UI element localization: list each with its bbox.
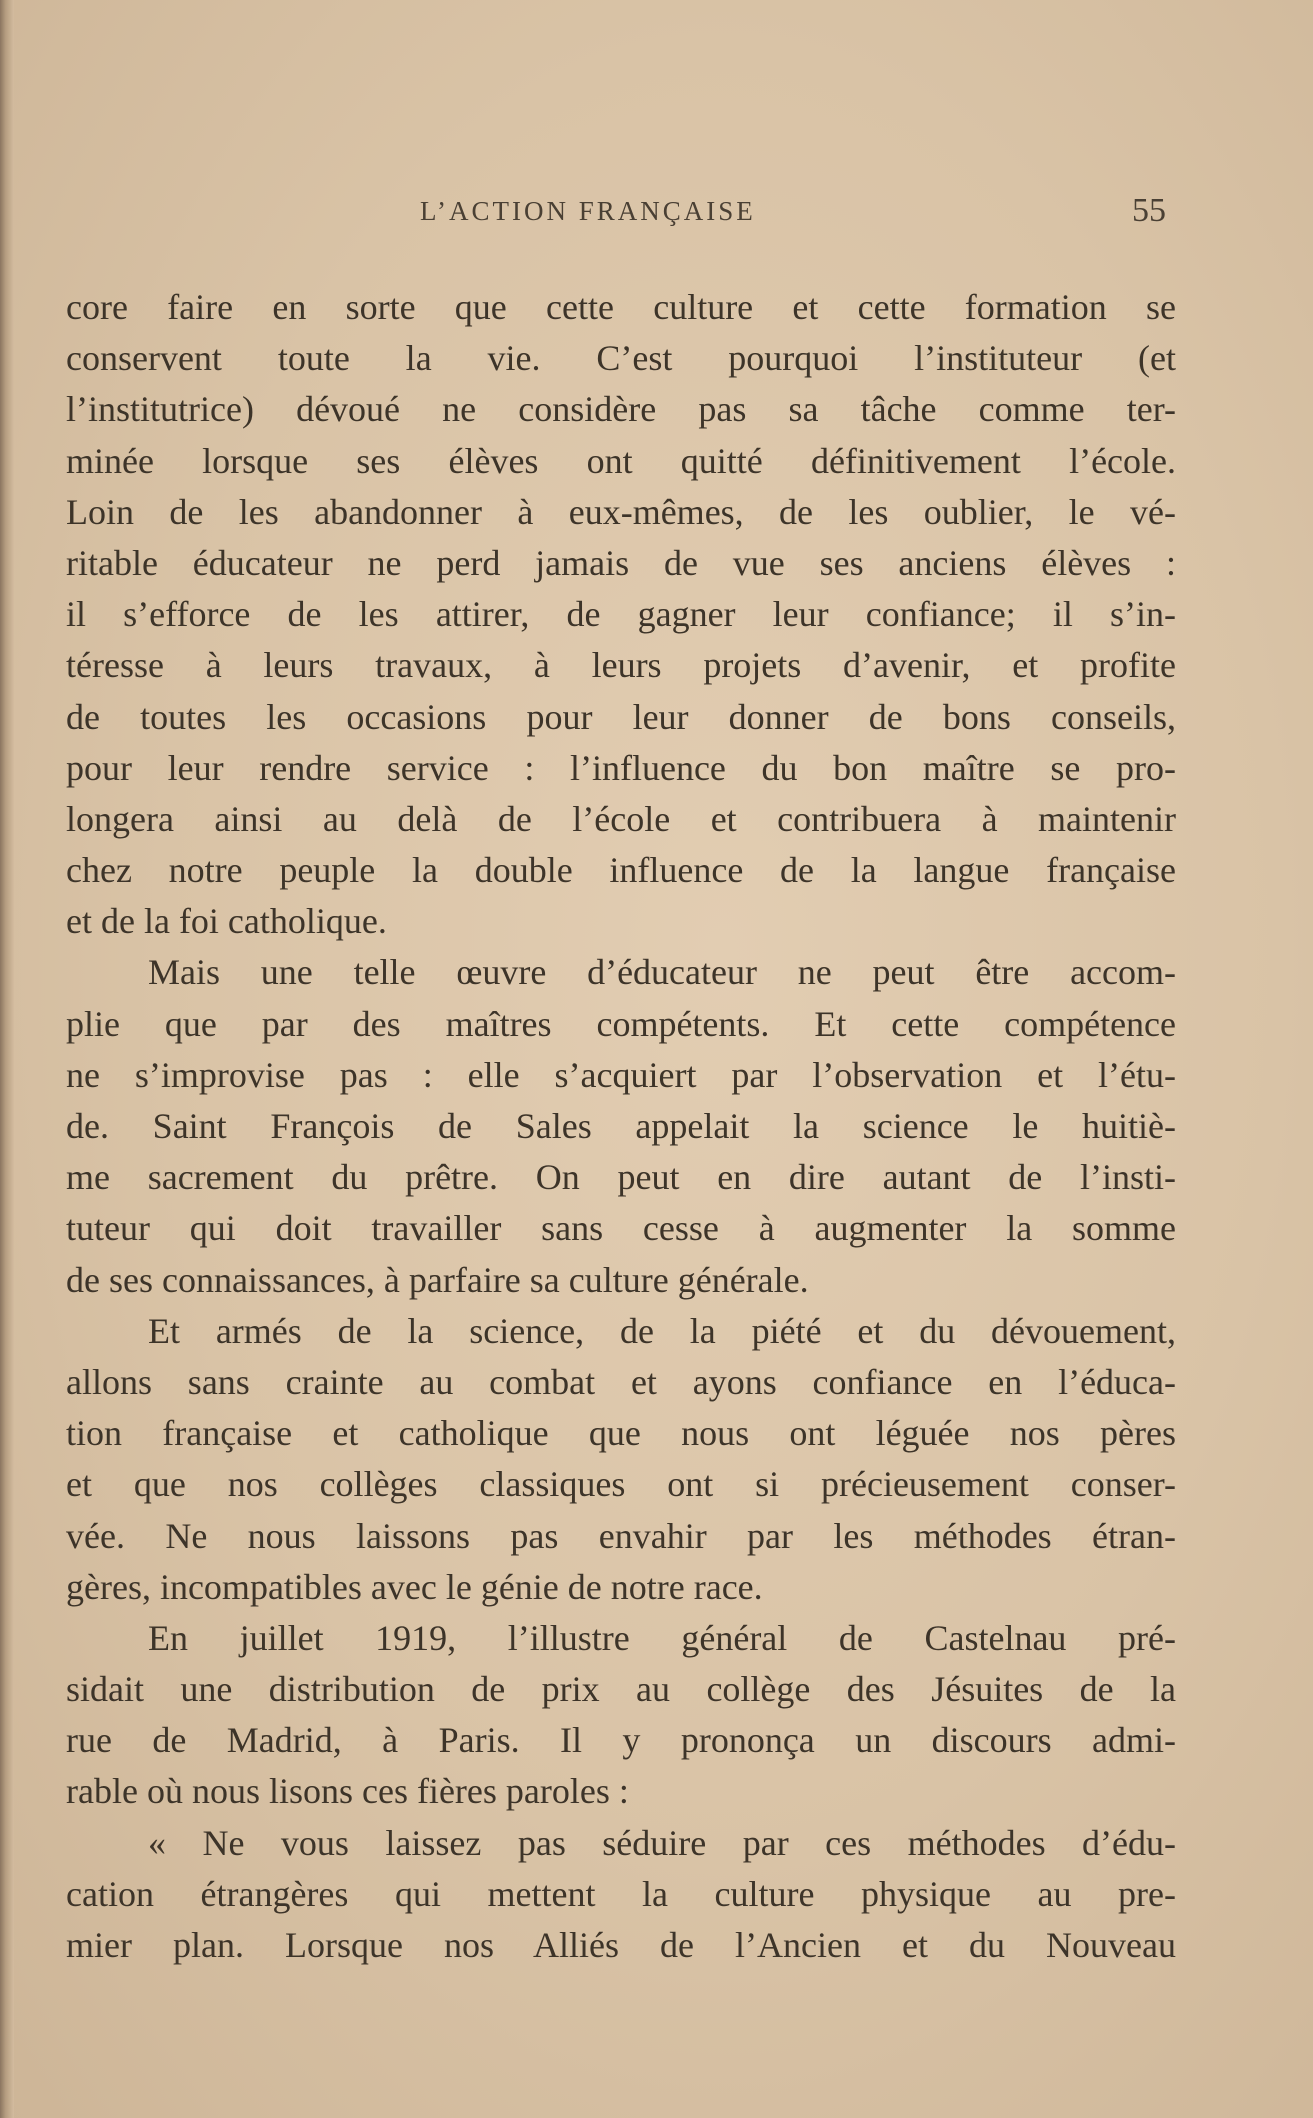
text-line: ritable éducateur ne perd jamais de vue ses anciens élèves : — [66, 542, 1176, 583]
text-line: chez notre peuple la double influence de la langue française — [66, 850, 1176, 891]
text-line: cation étrangères qui mettent la culture physique au pre- — [66, 1873, 1176, 1914]
text-line: « Ne vous laissez pas séduire par ces méthodes d’édu- — [148, 1822, 1176, 1863]
paragraph — [66, 282, 1176, 947]
text-line: tuteur qui doit travailler sans cesse à augmenter la somme — [66, 1208, 1176, 1249]
text-line: et de la foi catholique. — [66, 901, 387, 942]
binding-edge — [0, 0, 14, 2118]
text-line: core faire en sorte que cette culture et cette formation se — [66, 287, 1176, 327]
text-line: il s’efforce de les attirer, de gagner leur confiance; il s’in- — [66, 594, 1176, 635]
text-line: me sacrement du prêtre. On peut en dire autant de l’insti- — [66, 1157, 1176, 1198]
text-line: plie que par des maîtres compétents. Et cette compétence — [66, 1003, 1176, 1044]
text-line: rue de Madrid, à Paris. Il y prononça un discours admi- — [66, 1720, 1176, 1761]
text-line: et que nos collèges classiques ont si précieusement conser- — [66, 1464, 1176, 1505]
page-number: 55 — [1132, 192, 1166, 229]
text-line: Et armés de la science, de la piété et du dévouement, — [148, 1310, 1176, 1351]
text-line: En juillet 1919, l’illustre général de Castelnau pré- — [148, 1617, 1176, 1658]
text-line: sidait une distribution de prix au collège des Jésuites de la — [66, 1669, 1176, 1710]
text-line: longera ainsi au delà de l’école et contribuera à maintenir — [66, 798, 1176, 839]
text-line: minée lorsque ses élèves ont quitté définitivement l’école. — [66, 440, 1176, 481]
text-line: ne s’improvise pas : elle s’acquiert par l’observation et l’étu- — [66, 1054, 1176, 1095]
body-text — [66, 282, 1176, 1971]
text-line: téresse à leurs travaux, à leurs projets d’avenir, et profite — [66, 645, 1176, 686]
running-head — [0, 192, 1313, 232]
paragraph — [66, 947, 1176, 1305]
text-line: tion française et catholique que nous ont léguée nos pères — [66, 1413, 1176, 1454]
paragraph — [66, 1818, 1176, 1972]
paragraph — [66, 1306, 1176, 1613]
text-line: mier plan. Lorsque nos Alliés de l’Ancien et du Nouveau — [66, 1925, 1176, 1965]
text-line: l’institutrice) dévoué ne considère pas sa tâche comme ter- — [66, 389, 1176, 430]
text-line: de. Saint François de Sales appelait la science le huitiè- — [66, 1106, 1176, 1146]
text-line: de toutes les occasions pour leur donner de bons conseils, — [66, 696, 1176, 737]
text-line: de ses connaissances, à parfaire sa culture générale. — [66, 1259, 809, 1300]
text-line: Loin de les abandonner à eux-mêmes, de les oublier, le vé- — [66, 491, 1176, 532]
text-line: rable où nous lisons ces fières paroles : — [66, 1771, 629, 1812]
running-title: L’ACTION FRANÇAISE — [420, 196, 756, 226]
text-line: Mais une telle œuvre d’éducateur ne peut être accom- — [148, 952, 1176, 993]
text-line: conservent toute la vie. C’est pourquoi l’instituteur (et — [66, 338, 1176, 379]
text-line: gères, incompatibles avec le génie de notre race. — [66, 1566, 763, 1607]
text-line: allons sans crainte au combat et ayons confiance en l’éduca- — [66, 1361, 1176, 1402]
paragraph — [66, 1613, 1176, 1818]
text-line: pour leur rendre service : l’influence du bon maître se pro- — [66, 747, 1176, 788]
text-line: vée. Ne nous laissons pas envahir par les méthodes étran- — [66, 1515, 1176, 1556]
